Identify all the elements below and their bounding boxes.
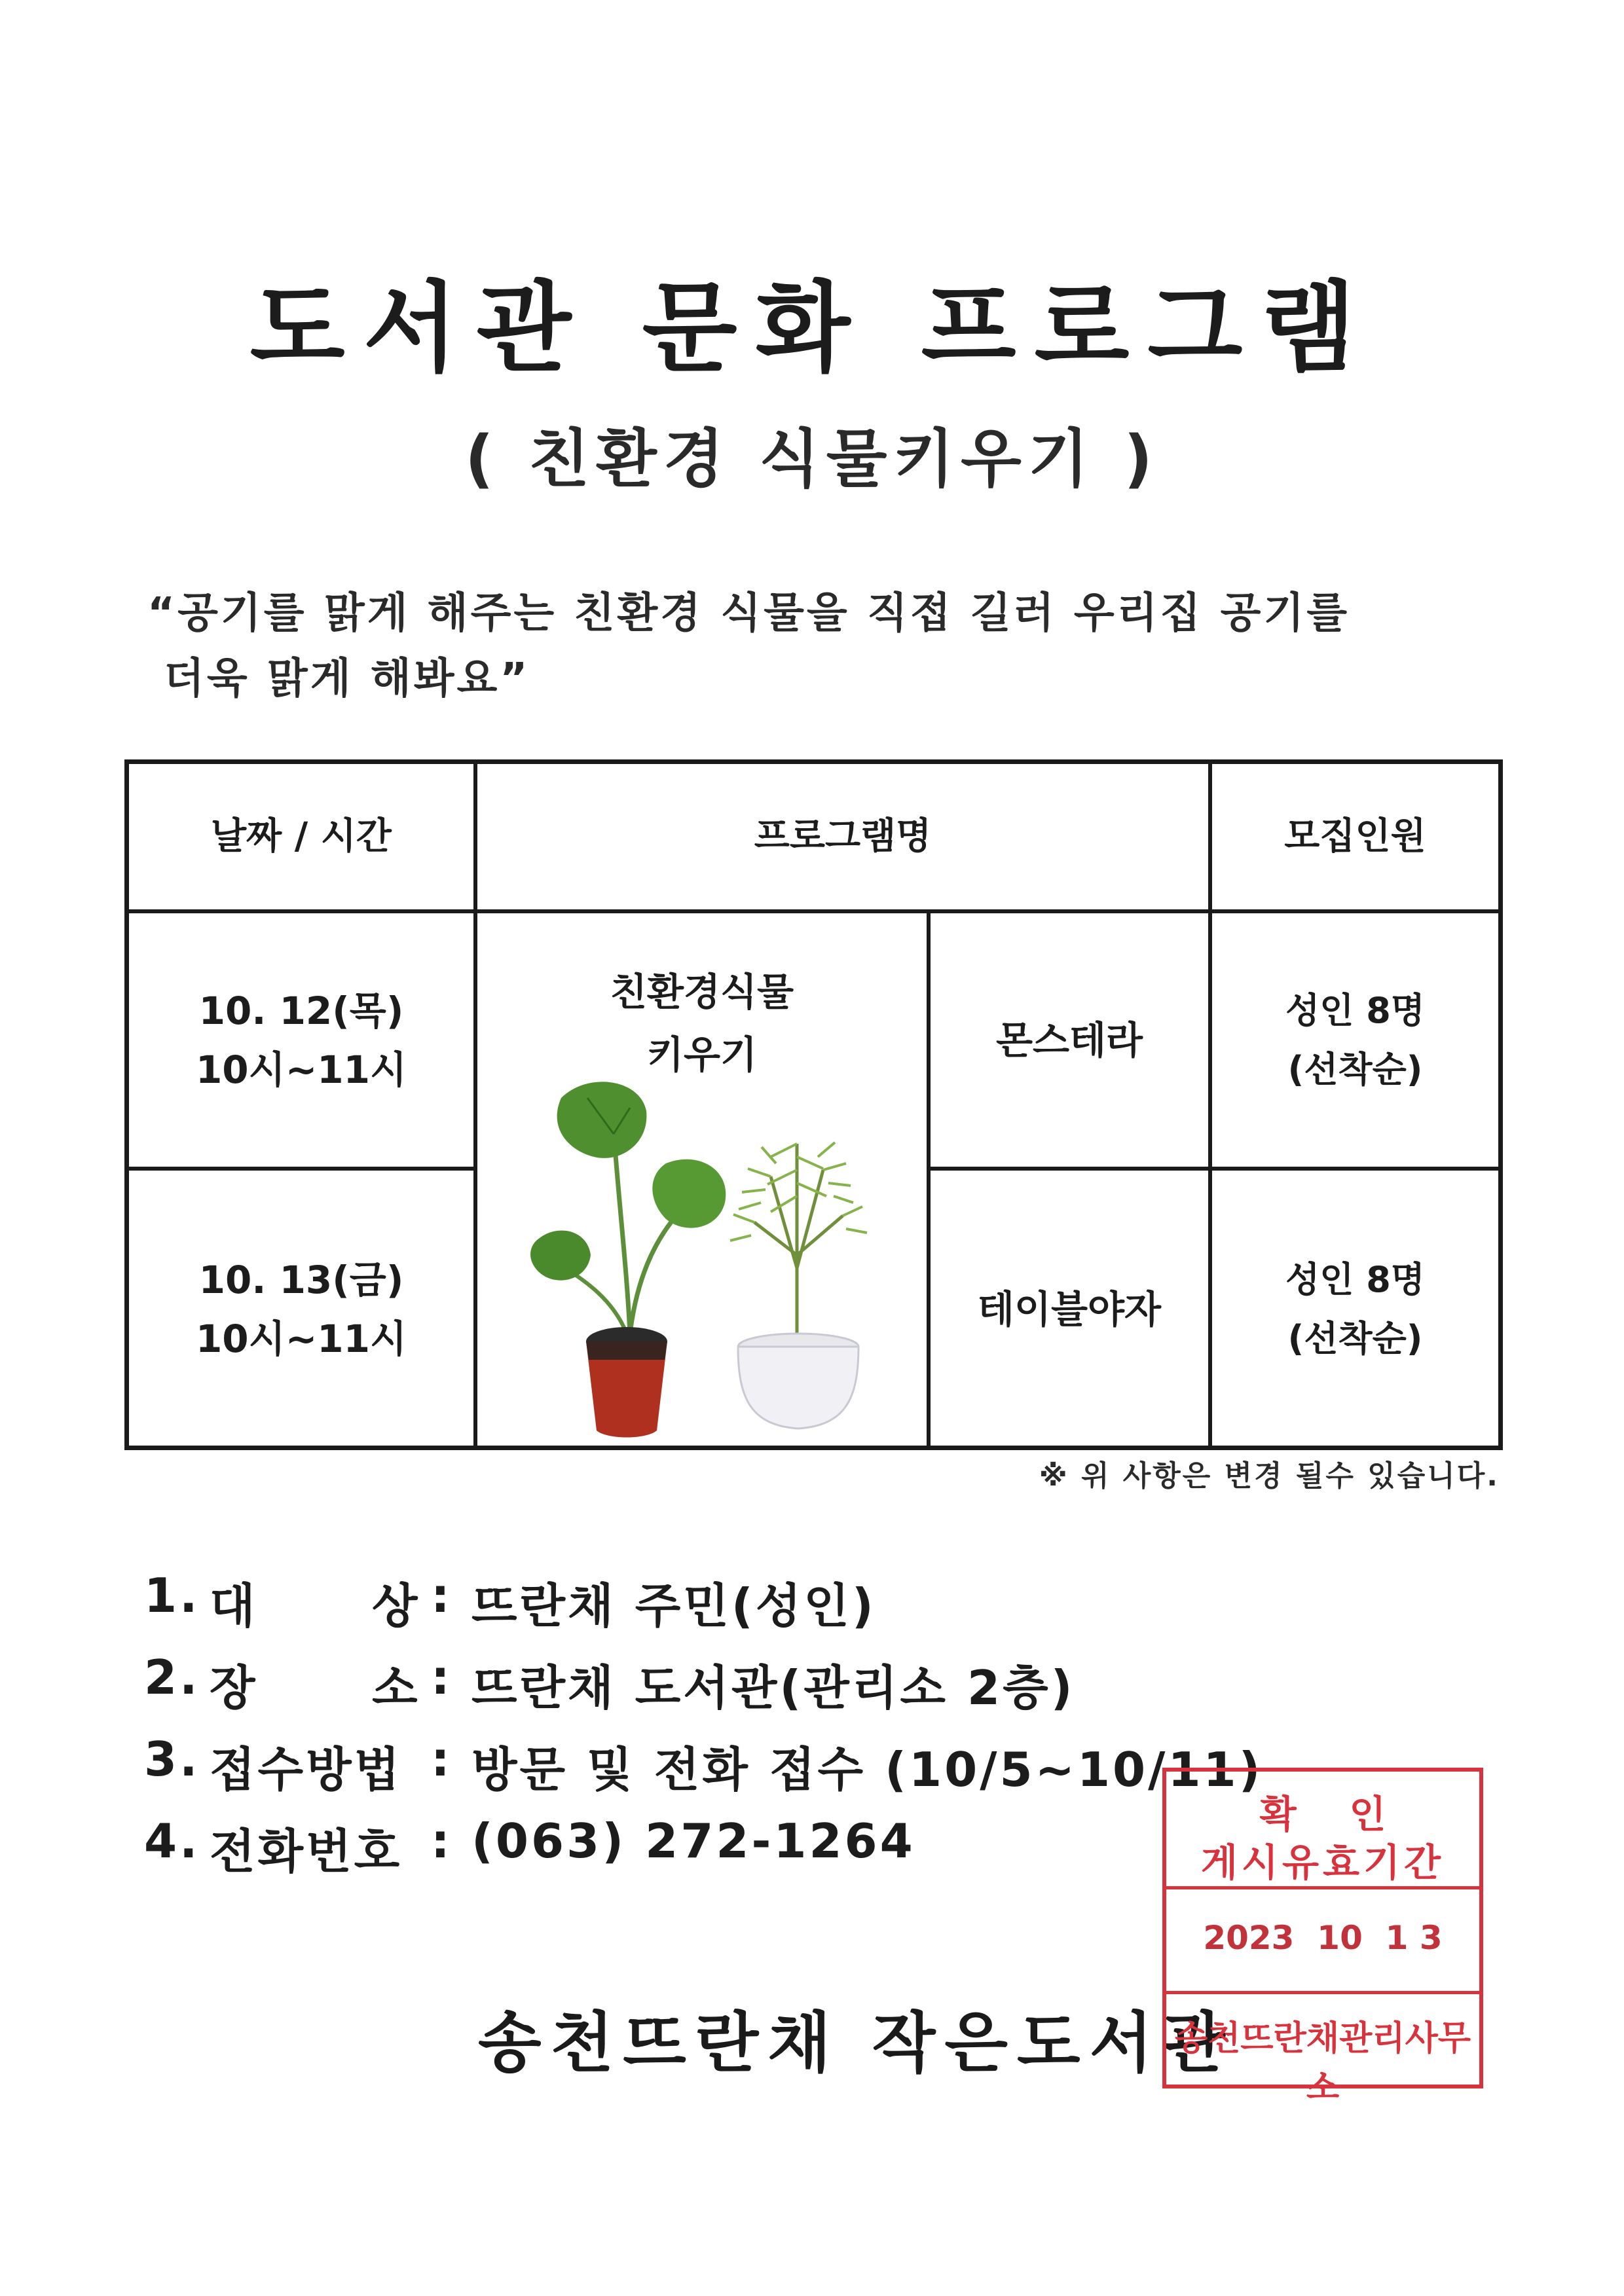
approval-stamp [1162,1768,1483,2107]
monstera-plant-image [530,1082,726,1437]
page-title: 도서관 문화 프로그램 [249,272,1375,386]
info-colon: : [431,1732,452,1787]
row-1-program: 몬스테라 [995,1017,1143,1063]
library-name: 송천뜨란채 작은도서관 [478,2005,1234,2081]
stamp-date: 2023 10 1 3 [1203,1919,1443,1957]
info-num: 2. [144,1650,200,1705]
program-group-line-1: 친환경식물 [610,970,794,1014]
info-label: 대 상 [210,1578,420,1633]
row-1-time: 10시~11시 [195,1047,407,1092]
row-2-program: 테이블야자 [977,1287,1162,1332]
row-2-date: 10. 13(금) [198,1258,404,1302]
row-1-date: 10. 12(목) [198,988,404,1033]
plants-image [515,1072,908,1445]
header-program-name: 프로그램명 [754,815,932,858]
table-row-2-capacity [1212,1171,1498,1448]
header-date-time: 날짜 / 시간 [211,815,392,858]
info-label: 전화번호 [210,1824,403,1879]
header-capacity: 모집인원 [1284,815,1426,858]
table-row-2-date [129,1171,473,1448]
row-2-time: 10시~11시 [195,1317,407,1361]
row-2-capacity-note: (선착순) [1287,1318,1423,1359]
row-1-capacity: 성인 8명 [1285,989,1425,1031]
info-colon: : [431,1813,452,1868]
stamp-divider [1166,1991,1479,1994]
program-table [124,759,1503,1450]
row-2-capacity: 성인 8명 [1285,1259,1425,1300]
stamp-office: 송천뜨란채관리사무소 [1174,2019,1471,2107]
table-row-1-date [129,913,473,1167]
quote-line-2: 더욱 맑게 해봐요” [164,655,530,703]
program-group-line-2: 키우기 [646,1032,758,1077]
info-num: 3. [144,1732,200,1787]
program-group-title [477,960,927,1086]
info-num: 1. [144,1568,200,1623]
info-value: 뜨란채 주민(성인) [471,1578,876,1633]
info-value: 방문 및 전화 접수 (10/5~10/11) [471,1742,1263,1797]
stamp-heading: 확 인 [1259,1792,1386,1836]
stamp-divider [1166,1886,1479,1889]
stamp-label: 게시유효기간 [1200,1840,1445,1885]
info-label: 접수방법 [210,1742,403,1797]
info-num: 4. [144,1813,200,1868]
info-colon: : [431,1568,452,1623]
table-palm-plant-image [730,1142,867,1429]
info-label: 장 소 [210,1660,420,1715]
quote-line-1: “공기를 맑게 해주는 친환경 식물을 직접 길러 우리집 공기를 [147,589,1350,638]
page-subtitle: ( 친환경 식물키우기 ) [465,422,1159,496]
row-1-capacity-note: (선착순) [1287,1048,1423,1090]
info-colon: : [431,1650,452,1705]
info-value: 뜨란채 도서관(관리소 2층) [471,1660,1075,1715]
info-value: (063) 272-1264 [471,1813,915,1868]
table-row-1-capacity [1212,913,1498,1167]
change-notice: ※ 위 사항은 변경 될수 있습니다. [1039,1459,1500,1493]
